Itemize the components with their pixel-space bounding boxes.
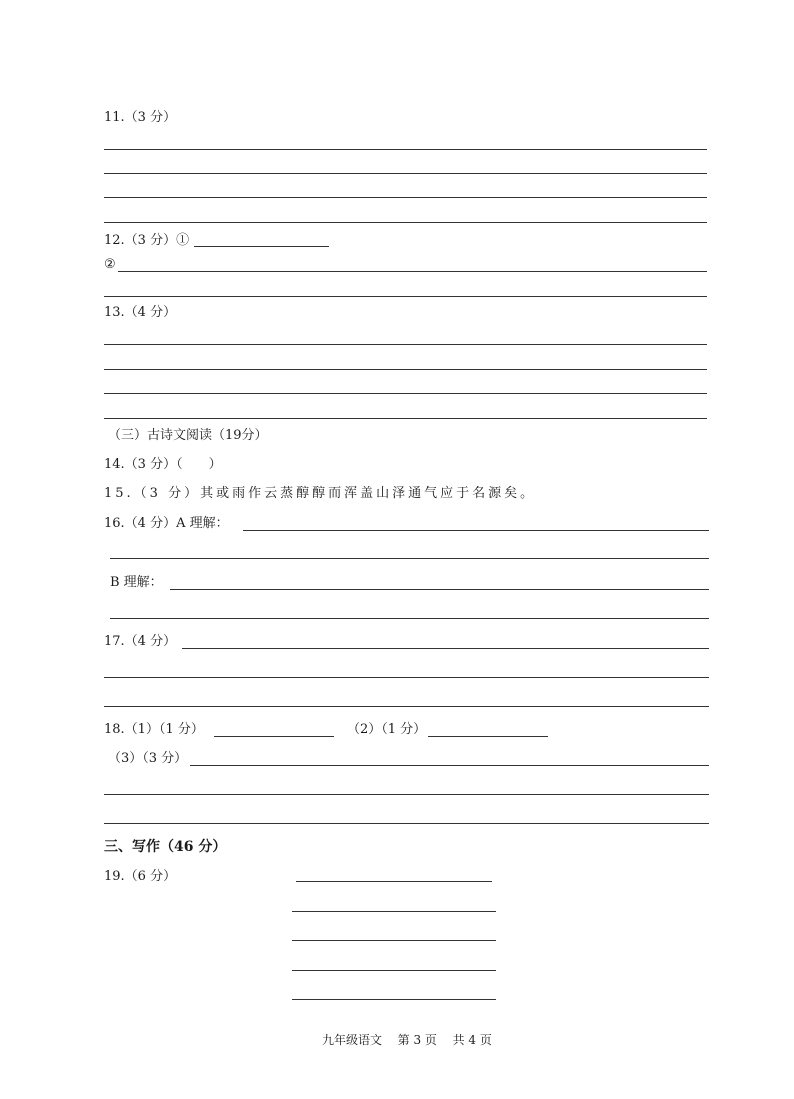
- q19-answer-line-5[interactable]: [292, 999, 496, 1000]
- q12-sub2-label: ②: [104, 257, 116, 272]
- q17-answer-line-3[interactable]: [104, 706, 709, 707]
- q16-a-answer-line-1[interactable]: [243, 530, 709, 531]
- q13-label: 13.（4 分）: [104, 305, 177, 320]
- q18-3-answer-line-1[interactable]: [190, 765, 709, 766]
- q11-answer-line-1[interactable]: [104, 149, 707, 150]
- q19-answer-line-4[interactable]: [292, 970, 496, 971]
- q13-answer-line-4[interactable]: [104, 418, 707, 419]
- q18-3-answer-line-3[interactable]: [104, 823, 709, 824]
- q18-3-label: （3）（3 分）: [108, 751, 188, 766]
- section3-heading: （三）古诗文阅读（19分）: [108, 428, 268, 443]
- q16-a-label: 16.（4 分）A 理解：: [104, 516, 229, 531]
- q19-label: 19.（6 分）: [104, 869, 177, 884]
- q11-answer-line-4[interactable]: [104, 222, 707, 223]
- q16-b-answer-line-1[interactable]: [170, 589, 709, 590]
- q17-answer-line-2[interactable]: [104, 677, 709, 678]
- q12-label: 12.（3 分）①: [104, 233, 190, 248]
- q18-3-answer-line-2[interactable]: [104, 794, 709, 795]
- q17-answer-line-1[interactable]: [182, 648, 709, 649]
- q19-answer-line-1[interactable]: [296, 881, 492, 882]
- q13-answer-line-3[interactable]: [104, 393, 707, 394]
- q14-label[interactable]: 14.（3 分）（ ）: [104, 457, 222, 472]
- q12-answer-line-3[interactable]: [104, 296, 707, 297]
- q16-b-answer-line-2[interactable]: [110, 618, 709, 619]
- q16-a-answer-line-2[interactable]: [110, 558, 709, 559]
- q11-answer-line-2[interactable]: [104, 173, 707, 174]
- q11-answer-line-3[interactable]: [104, 197, 707, 198]
- q18-1-answer-line[interactable]: [214, 736, 334, 737]
- q18-2-answer-line[interactable]: [428, 736, 548, 737]
- q18-2-label: （2）（1 分）: [347, 722, 427, 737]
- q11-label: 11.（3 分）: [104, 110, 177, 125]
- footer-grade-subject: 九年级语文: [322, 1033, 383, 1047]
- q15-label: 15.（3 分）其或雨作云蒸醇醇而浑盖山泽通气应于名源矣。: [104, 486, 537, 501]
- page-footer: [322, 1031, 492, 1048]
- q17-label: 17.（4 分）: [104, 634, 177, 649]
- q13-answer-line-1[interactable]: [104, 344, 707, 345]
- q19-answer-line-3[interactable]: [292, 940, 496, 941]
- q19-answer-line-2[interactable]: [292, 911, 496, 912]
- footer-page-number: 第 3 页: [397, 1033, 437, 1047]
- q13-answer-line-2[interactable]: [104, 369, 707, 370]
- q12-answer-line-2[interactable]: [118, 271, 707, 272]
- writing-section-heading: 三、写作（46 分）: [104, 839, 227, 855]
- q12-answer-line-1[interactable]: [194, 246, 329, 247]
- q18-1-label: 18.（1）（1 分）: [104, 722, 204, 737]
- footer-page-total: 共 4 页: [452, 1033, 492, 1047]
- q16-b-label: B 理解：: [110, 575, 163, 590]
